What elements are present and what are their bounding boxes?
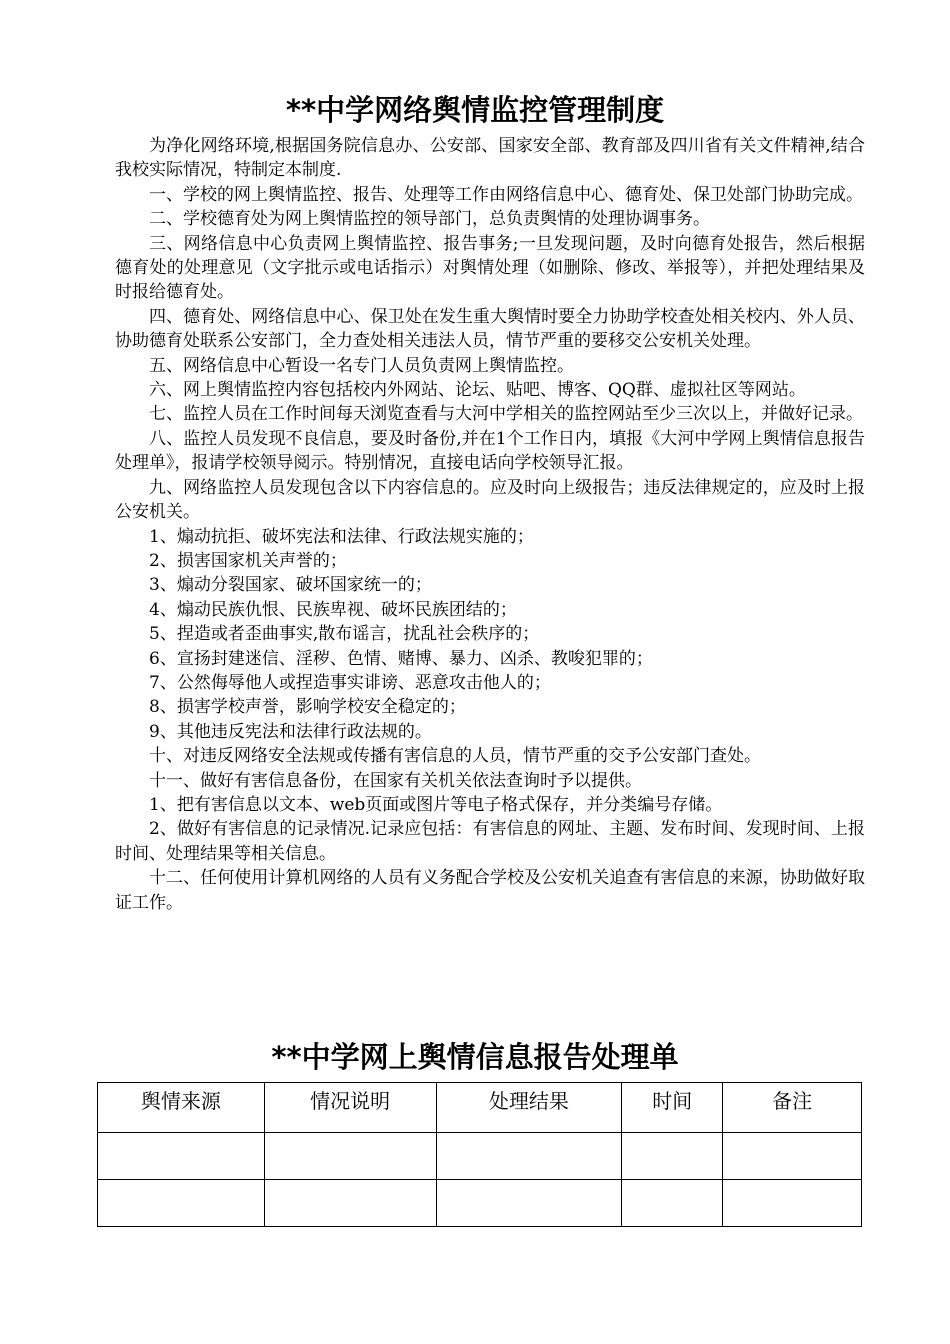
table-cell[interactable] xyxy=(723,1180,862,1227)
table-cell[interactable] xyxy=(436,1133,622,1180)
document-paragraph: 十二、任何使用计算机网络的人员有义务配合学校及公安机关追查有害信息的来源，协助做好取证工作。 xyxy=(115,868,865,913)
table-row xyxy=(98,1180,862,1227)
document-paragraph: 一、学校的网上舆情监控、报告、处理等工作由网络信息中心、德育处、保卫处部门协助完成。 xyxy=(149,184,863,205)
document-paragraph: 4、煽动民族仇恨、民族卑视、破坏民族团结的； xyxy=(149,599,517,620)
document-paragraph: 1、把有害信息以文本、web页面或图片等电子格式保存，并分类编号存储。 xyxy=(149,794,723,815)
document-paragraph: 二、学校德育处为网上舆情监控的领导部门，总负责舆情的处理协调事务。 xyxy=(149,209,710,230)
document-paragraph: 2、损害国家机关声誉的； xyxy=(149,550,347,571)
table-cell[interactable] xyxy=(98,1133,265,1180)
column-header: 舆情来源 xyxy=(98,1083,265,1133)
column-header: 时间 xyxy=(622,1083,723,1133)
table-cell[interactable] xyxy=(264,1180,436,1227)
report-table-body xyxy=(98,1133,862,1227)
document-paragraph: 5、捏造或者歪曲事实,散布谣言，扰乱社会秩序的； xyxy=(149,624,540,645)
report-table-header-row xyxy=(98,1083,862,1133)
document-paragraph: 五、网络信息中心暂设一名专门人员负责网上舆情监控。 xyxy=(149,355,574,376)
document-paragraph: 四、德育处、网络信息中心、保卫处在发生重大舆情时要全力协助学校查处相关校内、外人员、协助德育处联系公安部门，全力查处相关违法人员，情节严重的要移交公安机关处理。 xyxy=(115,306,865,352)
document-paragraph: 为净化网络环境,根据国务院信息办、公安部、国家安全部、教育部及四川省有关文件精神,结合我校实际情况，特制定本制度. xyxy=(115,136,865,181)
document-paragraph: 八、监控人员发现不良信息，要及时备份,并在1个工作日内，填报《大河中学网上舆情信息报告处理单》，报请学校领导阅示。特别情况，直接电话向学校领导汇报。 xyxy=(115,428,865,474)
document-paragraph: 6、宣扬封建迷信、淫秽、色情、赌博、暴力、凶杀、教唆犯罪的； xyxy=(149,648,653,669)
report-form-title: **中学网上舆情信息报告处理单 xyxy=(271,1040,679,1074)
table-cell[interactable] xyxy=(264,1133,436,1180)
document-paragraph: 七、监控人员在工作时间每天浏览查看与大河中学相关的监控网站至少三次以上，并做好记录。 xyxy=(149,404,863,425)
document-paragraph: 7、公然侮辱他人或捏造事实诽谤、恶意攻击他人的； xyxy=(149,672,551,693)
table-row xyxy=(98,1133,862,1180)
table-cell[interactable] xyxy=(98,1180,265,1227)
document-body xyxy=(115,134,865,915)
document-paragraph: 2、做好有害信息的记录情况.记录应包括：有害信息的网址、主题、发布时间、发现时间、上报时间、处理结果等相关信息。 xyxy=(115,819,865,864)
report-table xyxy=(97,1082,862,1227)
table-cell[interactable] xyxy=(622,1180,723,1227)
document-paragraph: 1、煽动抗拒、破坏宪法和法律、行政法规实施的； xyxy=(149,526,534,547)
column-header: 处理结果 xyxy=(436,1083,622,1133)
table-cell[interactable] xyxy=(723,1133,862,1180)
table-cell[interactable] xyxy=(622,1133,723,1180)
document-paragraph: 三、网络信息中心负责网上舆情监控、报告事务;一旦发现问题，及时向德育处报告，然后根据德育处的处理意见（文字批示或电话指示）对舆情处理（如删除、修改、举报等），并把处理结果及时报给德育处。 xyxy=(115,233,865,303)
document-title: **中学网络舆情监控管理制度 xyxy=(285,93,665,127)
document-paragraph: 六、网上舆情监控内容包括校内外网站、论坛、贴吧、博客、QQ群、虚拟社区等网站。 xyxy=(149,380,806,401)
document-paragraph: 九、网络监控人员发现包含以下内容信息的。应及时向上级报告；违反法律规定的，应及时上报公安机关。 xyxy=(115,477,865,523)
column-header: 情况说明 xyxy=(264,1083,436,1133)
column-header: 备注 xyxy=(723,1083,862,1133)
document-paragraph: 十、对违反网络安全法规或传播有害信息的人员，情节严重的交予公安部门查处。 xyxy=(149,746,761,767)
document-paragraph: 9、其他违反宪法和法律行政法规的。 xyxy=(149,721,432,742)
document-paragraph: 3、煽动分裂国家、破坏国家统一的； xyxy=(149,575,432,596)
document-paragraph: 十一、做好有害信息备份，在国家有关机关依法查询时予以提供。 xyxy=(149,770,642,791)
document-paragraph: 8、损害学校声誉，影响学校安全稳定的； xyxy=(149,697,466,718)
table-cell[interactable] xyxy=(436,1180,622,1227)
